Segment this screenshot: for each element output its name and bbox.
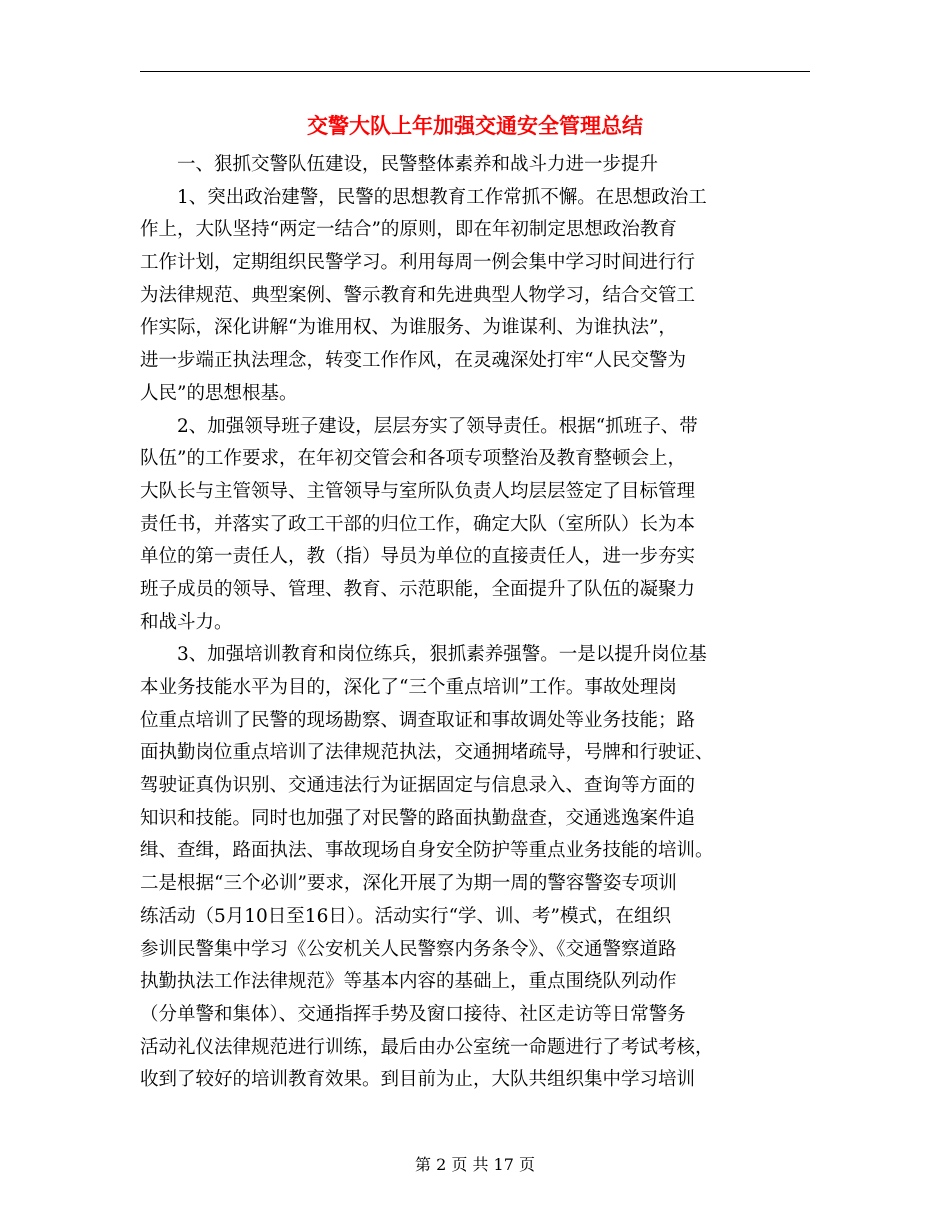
- paragraph-line: 活动礼仪法律规范进行训练，最后由办公室统一命题进行了考试考核，: [140, 1036, 714, 1058]
- paragraph-line: 二是根据“三个必训”要求，深化开展了为期一周的警容警姿专项训: [140, 873, 677, 895]
- paragraph-line: 作实际，深化讲解“为谁用权、为谁服务、为谁谋利、为谁执法”，: [140, 317, 677, 339]
- page-number-footer: 第 2 页 共 17 页: [415, 1155, 535, 1174]
- paragraph-line: 缉、查缉，路面执法、事故现场自身安全防护等重点业务技能的培训。: [140, 840, 714, 862]
- paragraph-line: 单位的第一责任人，教（指）导员为单位的直接责任人，进一步夯实: [140, 546, 696, 568]
- paragraph-line: 责任书，并落实了政工干部的归位工作，确定大队（室所队）长为本: [140, 513, 696, 535]
- paragraph-line: 2、加强领导班子建设，层层夯实了领导责任。根据“抓班子、带: [140, 415, 698, 437]
- paragraph-line: 参训民警集中学习《公安机关人民警察内务条令》、《交通警察道路: [140, 938, 677, 960]
- document-title: 交警大队上年加强交通安全管理总结: [307, 113, 643, 138]
- paragraph-line: 知识和技能。同时也加强了对民警的路面执勤盘查，交通逃逸案件追: [140, 807, 696, 829]
- document-body: [140, 149, 800, 1097]
- paragraph-line: 大队长与主管领导、主管领导与室所队负责人均层层签定了目标管理: [140, 480, 696, 502]
- paragraph-line: 收到了较好的培训教育效果。到目前为止，大队共组织集中学习培训: [140, 1069, 696, 1091]
- paragraph-line: 队伍”的工作要求，在年初交管会和各项专项整治及教育整顿会上，: [140, 448, 686, 470]
- paragraph-line: 作上，大队坚持“两定一结合”的原则，即在年初制定思想政治教育: [140, 219, 677, 241]
- paragraph-line: 位重点培训了民警的现场勘察、调查取证和事故调处等业务技能；路: [140, 709, 696, 731]
- paragraph-line: 本业务技能水平为目的，深化了“三个重点培训”工作。事故处理岗: [140, 677, 677, 698]
- paragraph-line: 和战斗力。: [140, 611, 233, 633]
- paragraph-line: 练活动（5月10日至16日）。活动实行“学、训、考”模式，在组织: [140, 905, 672, 927]
- paragraph-line: 执勤执法工作法律规范》等基本内容的基础上，重点围绕队列动作: [140, 971, 677, 993]
- paragraph-line: 进一步端正执法理念，转变工作作风，在灵魂深处打牢“人民交警为: [140, 350, 686, 372]
- paragraph-line: 3、加强培训教育和岗位练兵，狠抓素养强警。一是以提升岗位基: [140, 644, 707, 666]
- paragraph-line: 一、狠抓交警队伍建设，民警整体素养和战斗力进一步提升: [140, 154, 659, 175]
- paragraph-line: 人民”的思想根基。: [140, 382, 298, 404]
- paragraph-line: 班子成员的领导、管理、教育、示范职能，全面提升了队伍的凝聚力: [140, 578, 696, 600]
- paragraph-line: 为法律规范、典型案例、警示教育和先进典型人物学习，结合交管工: [140, 284, 696, 306]
- paragraph-line: （分单警和集体）、交通指挥手势及窗口接待、社区走访等日常警务: [140, 1003, 686, 1025]
- paragraph-line: 驾驶证真伪识别、交通违法行为证据固定与信息录入、查询等方面的: [140, 775, 696, 797]
- paragraph-line: 1、突出政治建警，民警的思想教育工作常抓不懈。在思想政治工: [140, 186, 707, 208]
- paragraph-line: 面执勤岗位重点培训了法律规范执法，交通拥堵疏导，号牌和行驶证、: [140, 742, 714, 764]
- paragraph-line: 工作计划，定期组织民警学习。利用每周一例会集中学习时间进行行: [140, 252, 696, 274]
- header-rule: [140, 71, 810, 72]
